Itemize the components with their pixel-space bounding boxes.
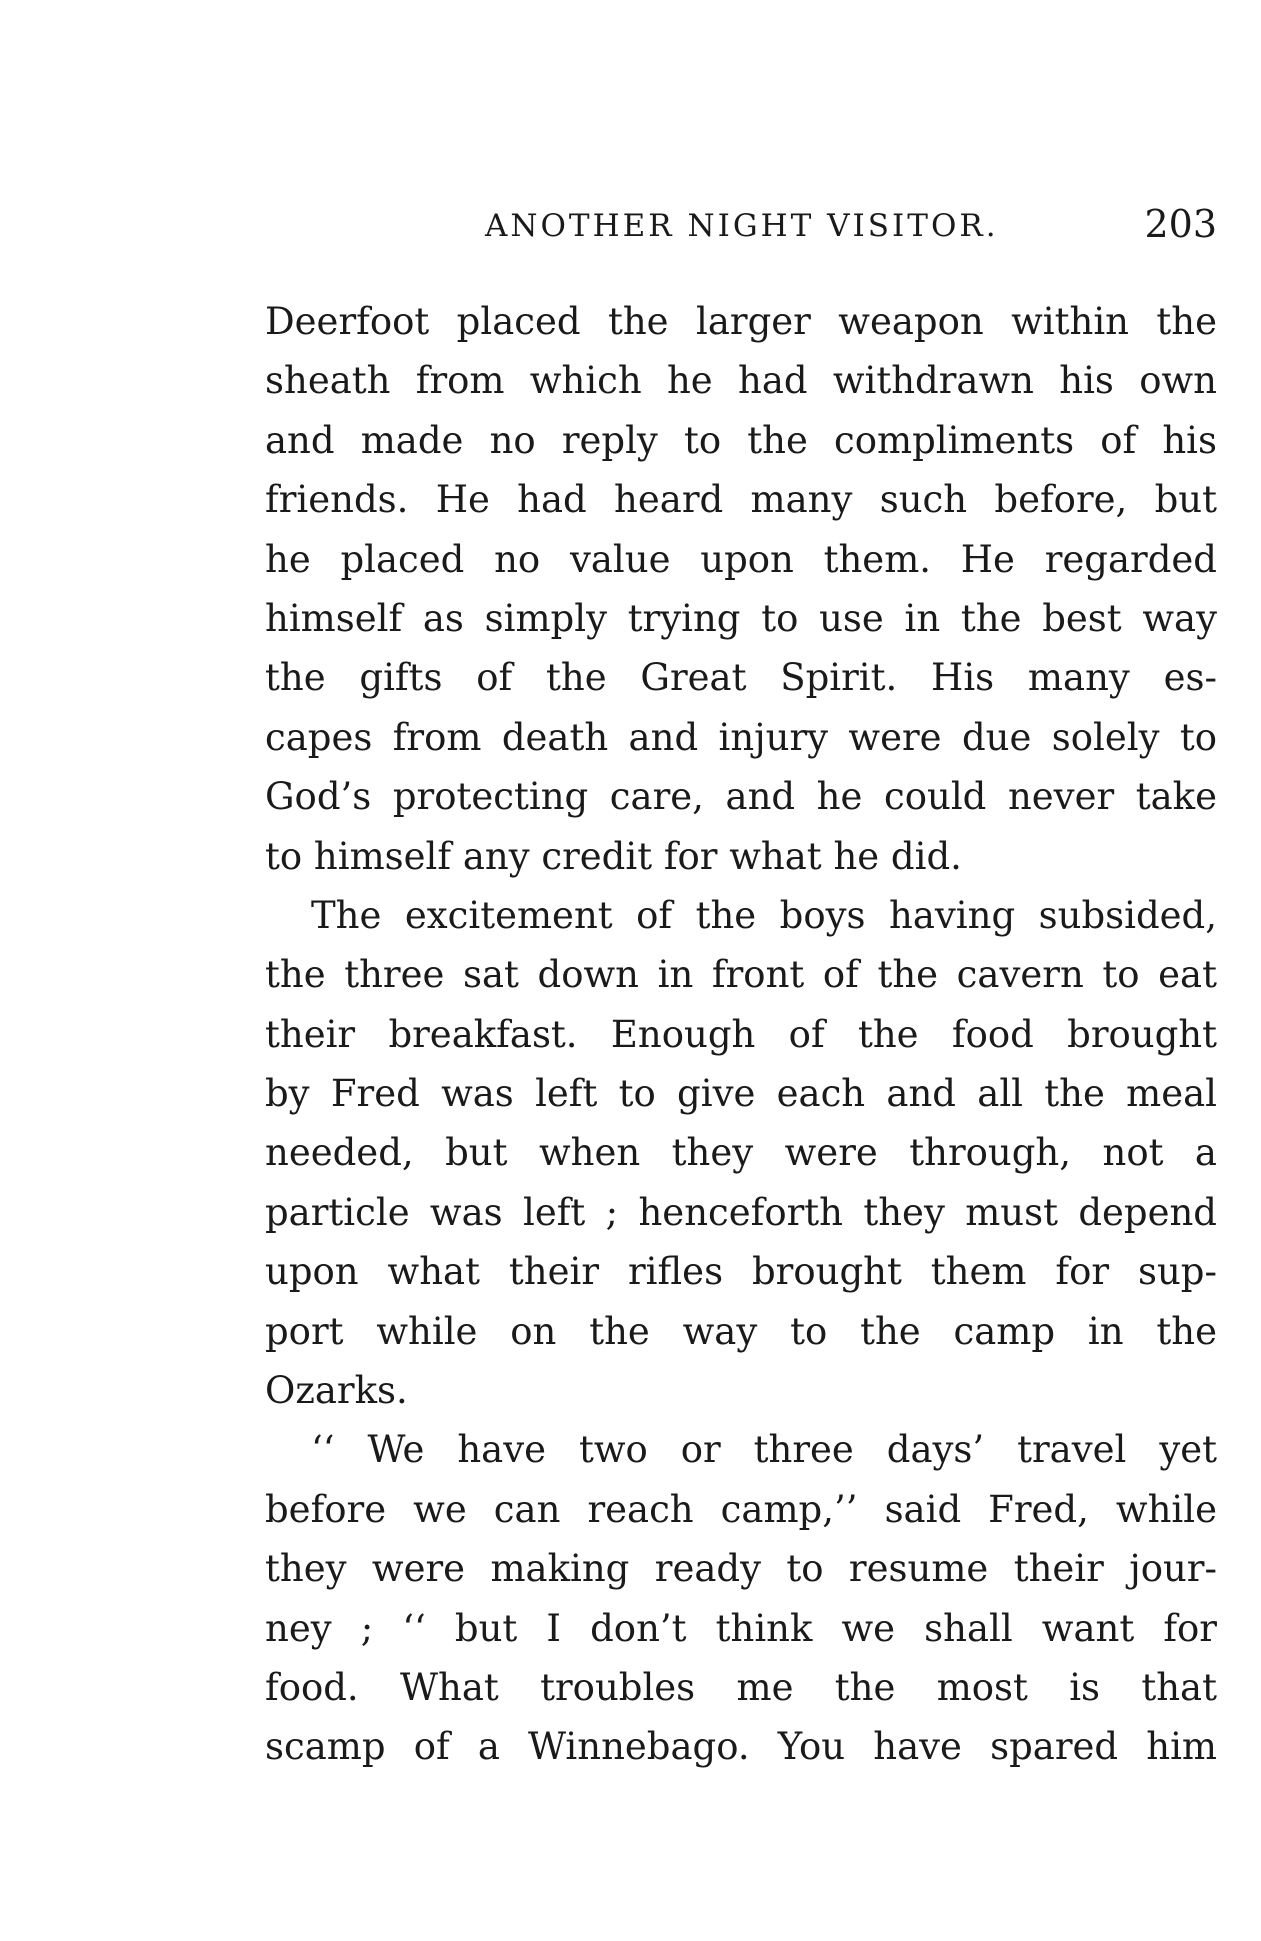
text-line: himself as simply trying to use in the best way [265,596,1217,640]
page-number: 203 [1144,202,1217,246]
text-line: the three sat down in front of the cavern to eat [265,953,1217,997]
text-line: the gifts of the Great Spirit. His many es- [265,656,1217,700]
text-line: by Fred was left to give each and all the meal [265,1072,1217,1116]
text-line: Deerfoot placed the larger weapon within the [265,300,1217,343]
text-line: he placed no value upon them. He regarded [265,537,1217,581]
text-line: their breakfast. Enough of the food brought [265,1012,1217,1056]
text-line: port while on the way to the camp in the [265,1309,1217,1353]
text-line: God’s protecting care, and he could never take [265,775,1217,819]
running-title: ANOTHER NIGHT VISITOR. [485,208,999,244]
text-line: food. What troubles me the most is that [265,1665,1217,1709]
text-line: particle was left ; henceforth they must depend [265,1190,1217,1234]
text-line: Ozarks. [265,1369,408,1413]
text-line: to himself any credit for what he did. [265,834,962,878]
body-text [265,292,1217,1777]
text-line: before we can reach camp,’’ said Fred, while [265,1487,1217,1531]
paragraph [265,1420,1217,1776]
text-line: capes from death and injury were due solely to [265,715,1217,759]
text-line: friends. He had heard many such before, but [265,478,1217,522]
paragraph [265,886,1217,1421]
paragraph [265,292,1217,886]
text-line: and made no reply to the compliments of his [265,418,1217,462]
text-line: upon what their rifles brought them for sup- [265,1250,1217,1294]
text-line: needed, but when they were through, not a [265,1131,1217,1175]
text-line: sheath from which he had withdrawn his own [265,359,1217,403]
text-line: ney ; ‘‘ but I don’t think we shall want for [265,1606,1217,1650]
text-line: ‘‘ We have two or three days’ travel yet [311,1428,1217,1472]
text-line: The excitement of the boys having subsided, [311,893,1217,937]
running-head [265,202,1217,262]
text-line: they were making ready to resume their jour- [265,1547,1217,1591]
text-line: scamp of a Winnebago. You have spared him [265,1725,1217,1769]
